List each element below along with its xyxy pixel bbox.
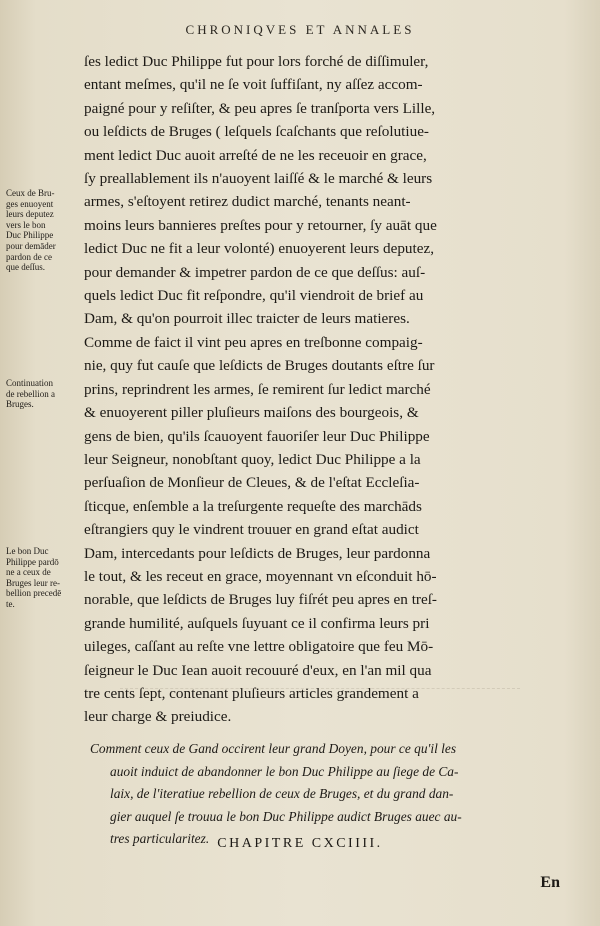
text-line: Comme de faict il vint peu apres en treſbonne compaig- — [84, 333, 423, 351]
margin-note-line: Continuation — [6, 378, 53, 388]
text-line: perſuaſion de Monſieur de Cleues, & de l'eſtat Eccleſia- — [84, 474, 420, 492]
text-line: nie, quy fut cauſe que leſdicts de Bruges doutants eſtre ſur — [84, 357, 435, 375]
summary-line: gier auquel ſe trouua le bon Duc Philippe audict Bruges auec au- — [110, 808, 462, 824]
margin-note-line: pour demāder — [6, 240, 56, 251]
text-line: armes, s'eſtoyent retirez dudict marché, tenants neant- — [84, 193, 411, 211]
text-line: ledict Duc ne fit a leur volonté) enuoyerent leurs deputez, — [84, 240, 435, 258]
margin-note-line: Bruges. — [6, 399, 34, 410]
summary-line: laix, de l'iteratiue rebellion de ceux de Bruges, et du grand dan- — [110, 786, 454, 802]
margin-note-line: que deſſus. — [6, 262, 45, 273]
text-line: le tout, & les receut en grace, moyennant vn eſconduit hō- — [84, 567, 437, 585]
paper-show-through — [120, 688, 520, 729]
text-line: grande humilité, auſquels ſuyuant ce il confirma leurs pri — [84, 614, 430, 632]
margin-note-line: Duc Philippe — [6, 230, 54, 241]
text-line: leur charge & preiudice. — [84, 708, 232, 726]
text-line: moins leurs bannieres preſtes pour y retourner, ſy auāt que — [84, 216, 437, 234]
margin-note-line: pardon de ce — [6, 251, 52, 262]
margin-note-line: Philippe pardō — [6, 556, 59, 567]
text-line: Dam, intercedants pour leſdicts de Bruges, leur pardonna — [84, 544, 431, 562]
text-line: & enuoyerent piller pluſieurs maiſons des bourgeois, & — [84, 404, 419, 422]
margin-note-pardon — [6, 546, 82, 610]
chapter-heading: CHAPITRE CXCIIII. — [217, 836, 383, 851]
margin-note-line: Le bon Duc — [6, 546, 49, 556]
text-line: entant meſmes, qu'il ne ſe voit ſuffiſant, ny aſſez accom- — [84, 76, 423, 94]
text-line: paigné pour y reſiſter, & peu apres ſe tranſporta vers Lille, — [84, 99, 436, 117]
text-line: ſticque, enſemble a la treſurgente requeſte des marchāds — [84, 497, 422, 515]
catchword: En — [540, 874, 560, 891]
text-line: ſy preallablement ils n'auoyent laiſſé & le marché & leurs — [84, 170, 433, 188]
text-line: ment ledict Duc auoit arreſté de ne les receuoir en grace, — [84, 146, 427, 164]
text-line: gens de bien, qu'ils ſcauoyent fauoriſer leur Duc Philippe — [84, 427, 430, 445]
text-line: ſes ledict Duc Philippe fut pour lors forché de diſſimuler, — [84, 53, 429, 70]
main-text-block — [84, 50, 546, 729]
text-line: eſtrangiers quy le vindrent trouuer en grand eſtat audict — [84, 521, 419, 539]
summary-line: Comment ceux de Gand occirent leur grand Doyen, pour ce qu'il les — [90, 741, 457, 756]
text-line: Dam, & qu'on pourroit illec traicter de leurs matieres. — [84, 310, 410, 328]
text-line: prins, reprindrent les armes, ſe remirent ſur ledict marché — [84, 380, 431, 398]
margin-note-line: vers le bon — [6, 219, 46, 230]
summary-line: tres particularitez. — [110, 831, 210, 847]
summary-line: auoit induict de abandonner le bon Duc Philippe au ſiege de Ca- — [110, 763, 459, 779]
margin-note-line: de rebellion a — [6, 388, 55, 399]
chapter-summary — [90, 738, 550, 851]
margin-note-line: Ceux de Bru- — [6, 188, 55, 198]
margin-note-line: ne a ceux de — [6, 567, 51, 578]
text-line: quels ledict Duc fit reſpondre, qu'il viendroit de brief au — [84, 287, 424, 305]
margin-note-line: bellion precedē — [6, 588, 62, 599]
margin-note-rebellion — [6, 378, 82, 410]
margin-note-line: ges enuoyent — [6, 198, 54, 209]
text-line: uileges, caſſant au reſte vne lettre obligatoire que feu Mō- — [84, 638, 434, 656]
margin-note-line: te. — [6, 598, 15, 609]
margin-note-line: Bruges leur re- — [6, 577, 60, 588]
margin-note-line: leurs deputez — [6, 209, 54, 220]
margin-note-deputies — [6, 188, 82, 273]
text-line: tre cents ſept, contenant pluſieurs articles grandement a — [84, 684, 419, 702]
text-line: norable, que leſdicts de Bruges luy fiſrét peu apres en treſ- — [84, 591, 437, 609]
running-head: CHRONIQVES ET ANNALES — [185, 22, 415, 37]
text-line: ſeigneur le Duc Iean auoit recouuré d'eux, en l'an mil qua — [84, 661, 432, 679]
text-line: pour demander & impetrer pardon de ce que deſſus: auſ- — [84, 263, 426, 281]
text-line: ou leſdicts de Bruges ( leſquels ſcaſchants que reſolutiue- — [84, 123, 429, 141]
text-line: leur Seigneur, nonobſtant quoy, ledict Duc Philippe a la — [84, 450, 421, 468]
